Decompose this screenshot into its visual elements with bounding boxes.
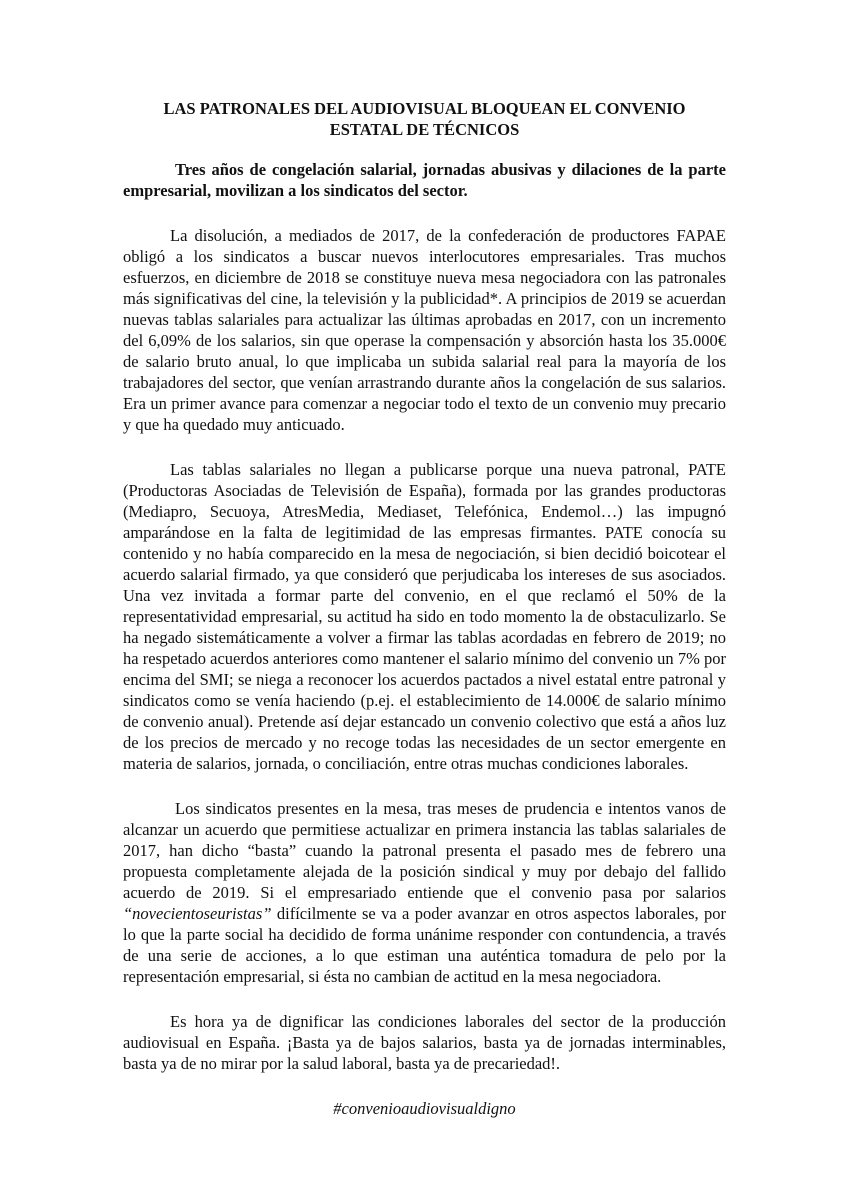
body-paragraph-4: Es hora ya de dignificar las condiciones laborales del sector de la producción audiovisual en España. ¡Basta ya de bajos salarios, basta ya de jornadas interminables, basta ya de no mirar por la salud laboral, basta ya de precariedad!. [123,1012,726,1073]
document-title [123,98,726,140]
hashtag: #convenioaudiovisualdigno [333,1099,516,1118]
body-paragraph-3 [123,798,726,987]
lead-paragraph: Tres años de congelación salarial, jornadas abusivas y dilaciones de la parte empresarial, movilizan a los sindicatos del sector. [123,160,726,200]
paragraph-3-italic-term: “novecientoseuristas” [123,904,272,923]
paragraph-3-text-start: Los sindicatos presentes en la mesa, tras meses de prudencia e intentos vanos de alcanzar un acuerdo que permitiese actualizar en primera instancia las tablas salariales de 2017, han dicho “basta” cuando la patronal presenta el pasado mes de febrero una propuesta completamente alejada de la posición sindical y muy por debajo del fallido acuerdo de 2019. Si el empresariado entiende que el convenio pasa por salarios [123,799,726,902]
paragraph-3-text-end: difícilmente se va a poder avanzar en otros aspectos laborales, por lo que la parte social ha decidido de forma unánime responder con contundencia, a través de una serie de acciones, a lo que estiman una auténtica tomadura de pelo por la representación empresarial, si ésta no cambian de actitud en la mesa negociadora. [123,904,726,986]
title-line-2: ESTATAL DE TÉCNICOS [329,120,520,139]
title-line-1: LAS PATRONALES DEL AUDIOVISUAL BLOQUEAN EL CONVENIO [163,99,686,118]
body-paragraph-2: Las tablas salariales no llegan a publicarse porque una nueva patronal, PATE (Productoras Asociadas de Televisión de España), formada por las grandes productoras (Mediapro, Secuoya, AtresMedia, Mediaset, Telefónica, Endemol…) las impugnó amparándose en la falta de legitimidad de las empresas firmantes. PATE conocía su contenido y no había comparecido en la mesa de negociación, si bien decidió boicotear el acuerdo salarial firmado, ya que consideró que perjudicaba los intereses de sus asociados. Una vez invitada a formar parte del convenio, en el que reclamó el 50% de la representatividad empresarial, su actitud ha sido en todo momento la de obstaculizarlo. Se ha negado sistemáticamente a volver a firmar las tablas acordadas en febrero de 2019; no ha respetado acuerdos anteriores como mantener el salario mínimo del convenio un 7% por encima del SMI; se niega a reconocer los acuerdos pactados a nivel estatal entre patronal y sindicatos como se venía haciendo (p.ej. el establecimiento de 14.000€ de salario mínimo de convenio anual). Pretende así dejar estancado un convenio colectivo que está a años luz de los precios de mercado y no recoge todas las necesidades de un sector emergente en materia de salarios, jornada, o conciliación, entre otras muchas condiciones laborales. [123,460,726,773]
body-paragraph-1: La disolución, a mediados de 2017, de la confederación de productores FAPAE obligó a los sindicatos a buscar nuevos interlocutores empresariales. Tras muchos esfuerzos, en diciembre de 2018 se constituye nueva mesa negociadora con las patronales más significativas del cine, la televisión y la publicidad*. A principios de 2019 se acuerdan nuevas tablas salariales para actualizar las últimas aprobadas en 2017, con un incremento del 6,09% de los salarios, sin que operase la compensación y absorción hasta los 35.000€ de salario bruto anual, lo que implicaba un subida salarial real para la mayoría de los trabajadores del sector, que venían arrastrando durante años la congelación de sus salarios. Era un primer avance para comenzar a negociar todo el texto de un convenio muy precario y que ha quedado muy anticuado. [123,226,726,434]
